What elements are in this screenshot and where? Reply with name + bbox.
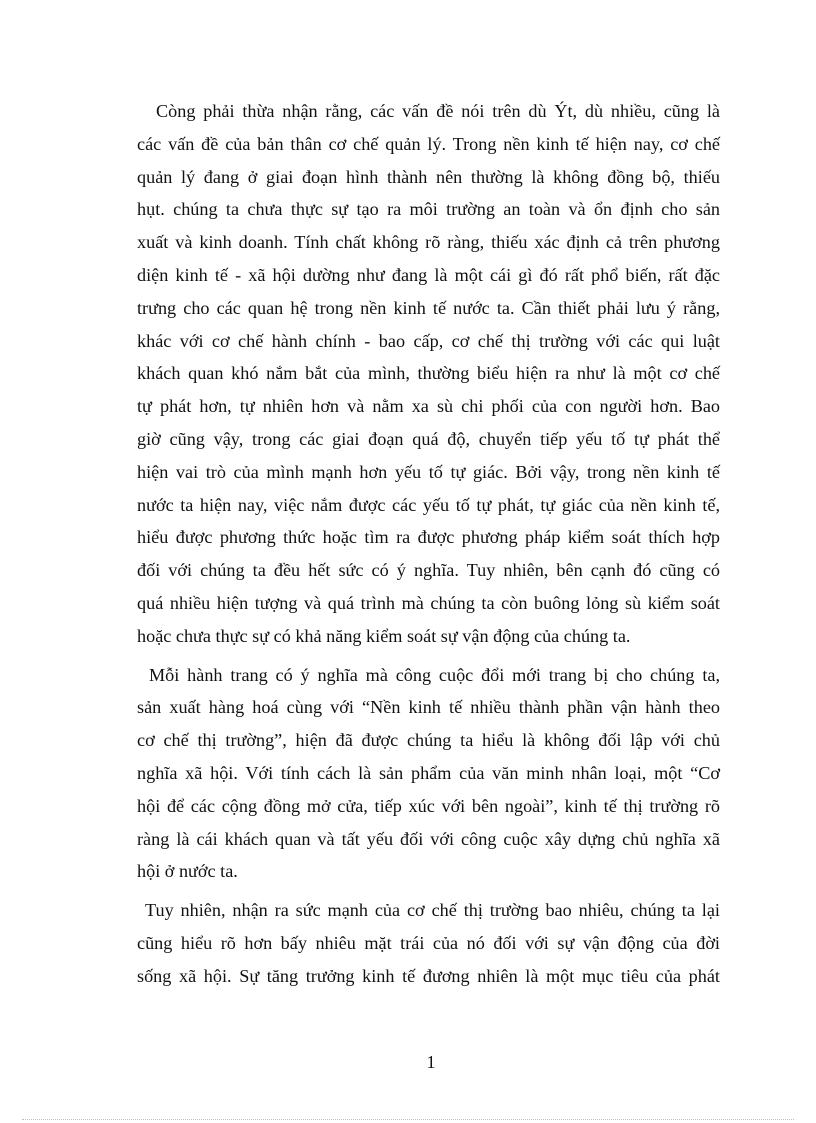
paragraph-3: [137, 894, 720, 992]
text-line: giờ cũng vậy, trong các giai đoạn quá độ, chuyển tiếp yếu tố tự phát thể: [137, 428, 720, 449]
text-line: quá nhiều hiện tượng và quá trình mà chúng ta còn buông lỏng sù kiểm soát: [137, 592, 720, 613]
text-line: cũng hiểu rõ hơn bấy nhiêu mặt trái của nó đối với sự vận động của đời: [137, 932, 720, 953]
text-line: trưng cho các quan hệ trong nền kinh tế nước ta. Cần thiết phải lưu ý rằng,: [137, 297, 720, 318]
text-line: hoặc chưa thực sự có khả năng kiểm soát sự vận động của chúng ta.: [137, 625, 631, 646]
text-line: cơ chế thị trường”, hiện đã được chúng ta hiểu là không đối lập với chủ: [137, 730, 720, 751]
text-line: đối với chúng ta đều hết sức có ý nghĩa. Tuy nhiên, bên cạnh đó cũng có: [137, 560, 720, 581]
text-line: khác với cơ chế hành chính - bao cấp, cơ chế thị trường với các qui luật: [137, 330, 720, 351]
text-line: nước ta hiện nay, việc nắm được các yếu tố tự phát, tự giác của nền kinh tế,: [137, 494, 720, 515]
text-line: sản xuất hàng hoá cùng với “Nền kinh tế nhiều thành phần vận hành theo: [137, 697, 720, 718]
text-line: Tuy nhiên, nhận ra sức mạnh của cơ chế thị trường bao nhiêu, chúng ta lại: [145, 900, 720, 921]
text-line: quản lý đang ở giai đoạn hình thành nên thường là không đồng bộ, thiếu: [137, 166, 720, 187]
text-line: Còng phải thừa nhận rằng, các vấn đề nói trên dù Ýt, dù nhiều, cũng là: [156, 101, 720, 121]
text-line: hiện vai trò của mình mạnh hơn yếu tố tự giác. Bởi vậy, trong nền kinh tế: [137, 461, 720, 482]
text-line: tự phát hơn, tự nhiên hơn và nằm xa sù chi phối của con người hơn. Bao: [137, 396, 720, 417]
text-line: diện kinh tế - xã hội dường như đang là một cái gì đó rất phổ biến, rất đặc: [137, 264, 720, 285]
text-line: hụt. chúng ta chưa thực sự tạo ra môi trường an toàn và ổn định cho sản: [137, 199, 720, 220]
paragraph-2: [137, 659, 720, 889]
text-line: hiểu được phương thức hoặc tìm ra được phương pháp kiểm soát thích hợp: [137, 527, 720, 548]
text-line: sống xã hội. Sự tăng trưởng kinh tế đương nhiên là một mục tiêu của phát: [137, 965, 720, 986]
body-text: [137, 95, 720, 993]
text-line: khách quan khó nắm bắt của mình, thường biểu hiện ra như là một cơ chế: [137, 363, 720, 384]
text-line: Mỗi hành trang có ý nghĩa mà công cuộc đổi mới trang bị cho chúng ta,: [149, 664, 720, 685]
text-line: hội để các cộng đồng mở cửa, tiếp xúc với bên ngoài”, kinh tế thị trường rõ: [137, 795, 720, 816]
text-line: các vấn đề của bản thân cơ chế quản lý. Trong nền kinh tế hiện nay, cơ chế: [137, 133, 720, 154]
page-number: 1: [426, 1052, 436, 1072]
text-line: nghĩa xã hội. Với tính cách là sản phẩm của văn minh nhân loại, một “Cơ: [137, 762, 720, 783]
text-line: ràng là cái khách quan và tất yếu đối với công cuộc xây dựng chủ nghĩa xã: [137, 828, 720, 849]
text-line: xuất và kinh doanh. Tính chất không rõ ràng, thiếu xác định cả trên phương: [137, 232, 720, 253]
text-line: hội ở nước ta.: [137, 861, 238, 882]
paragraph-1: [137, 95, 720, 653]
footer-divider: [22, 1119, 794, 1120]
